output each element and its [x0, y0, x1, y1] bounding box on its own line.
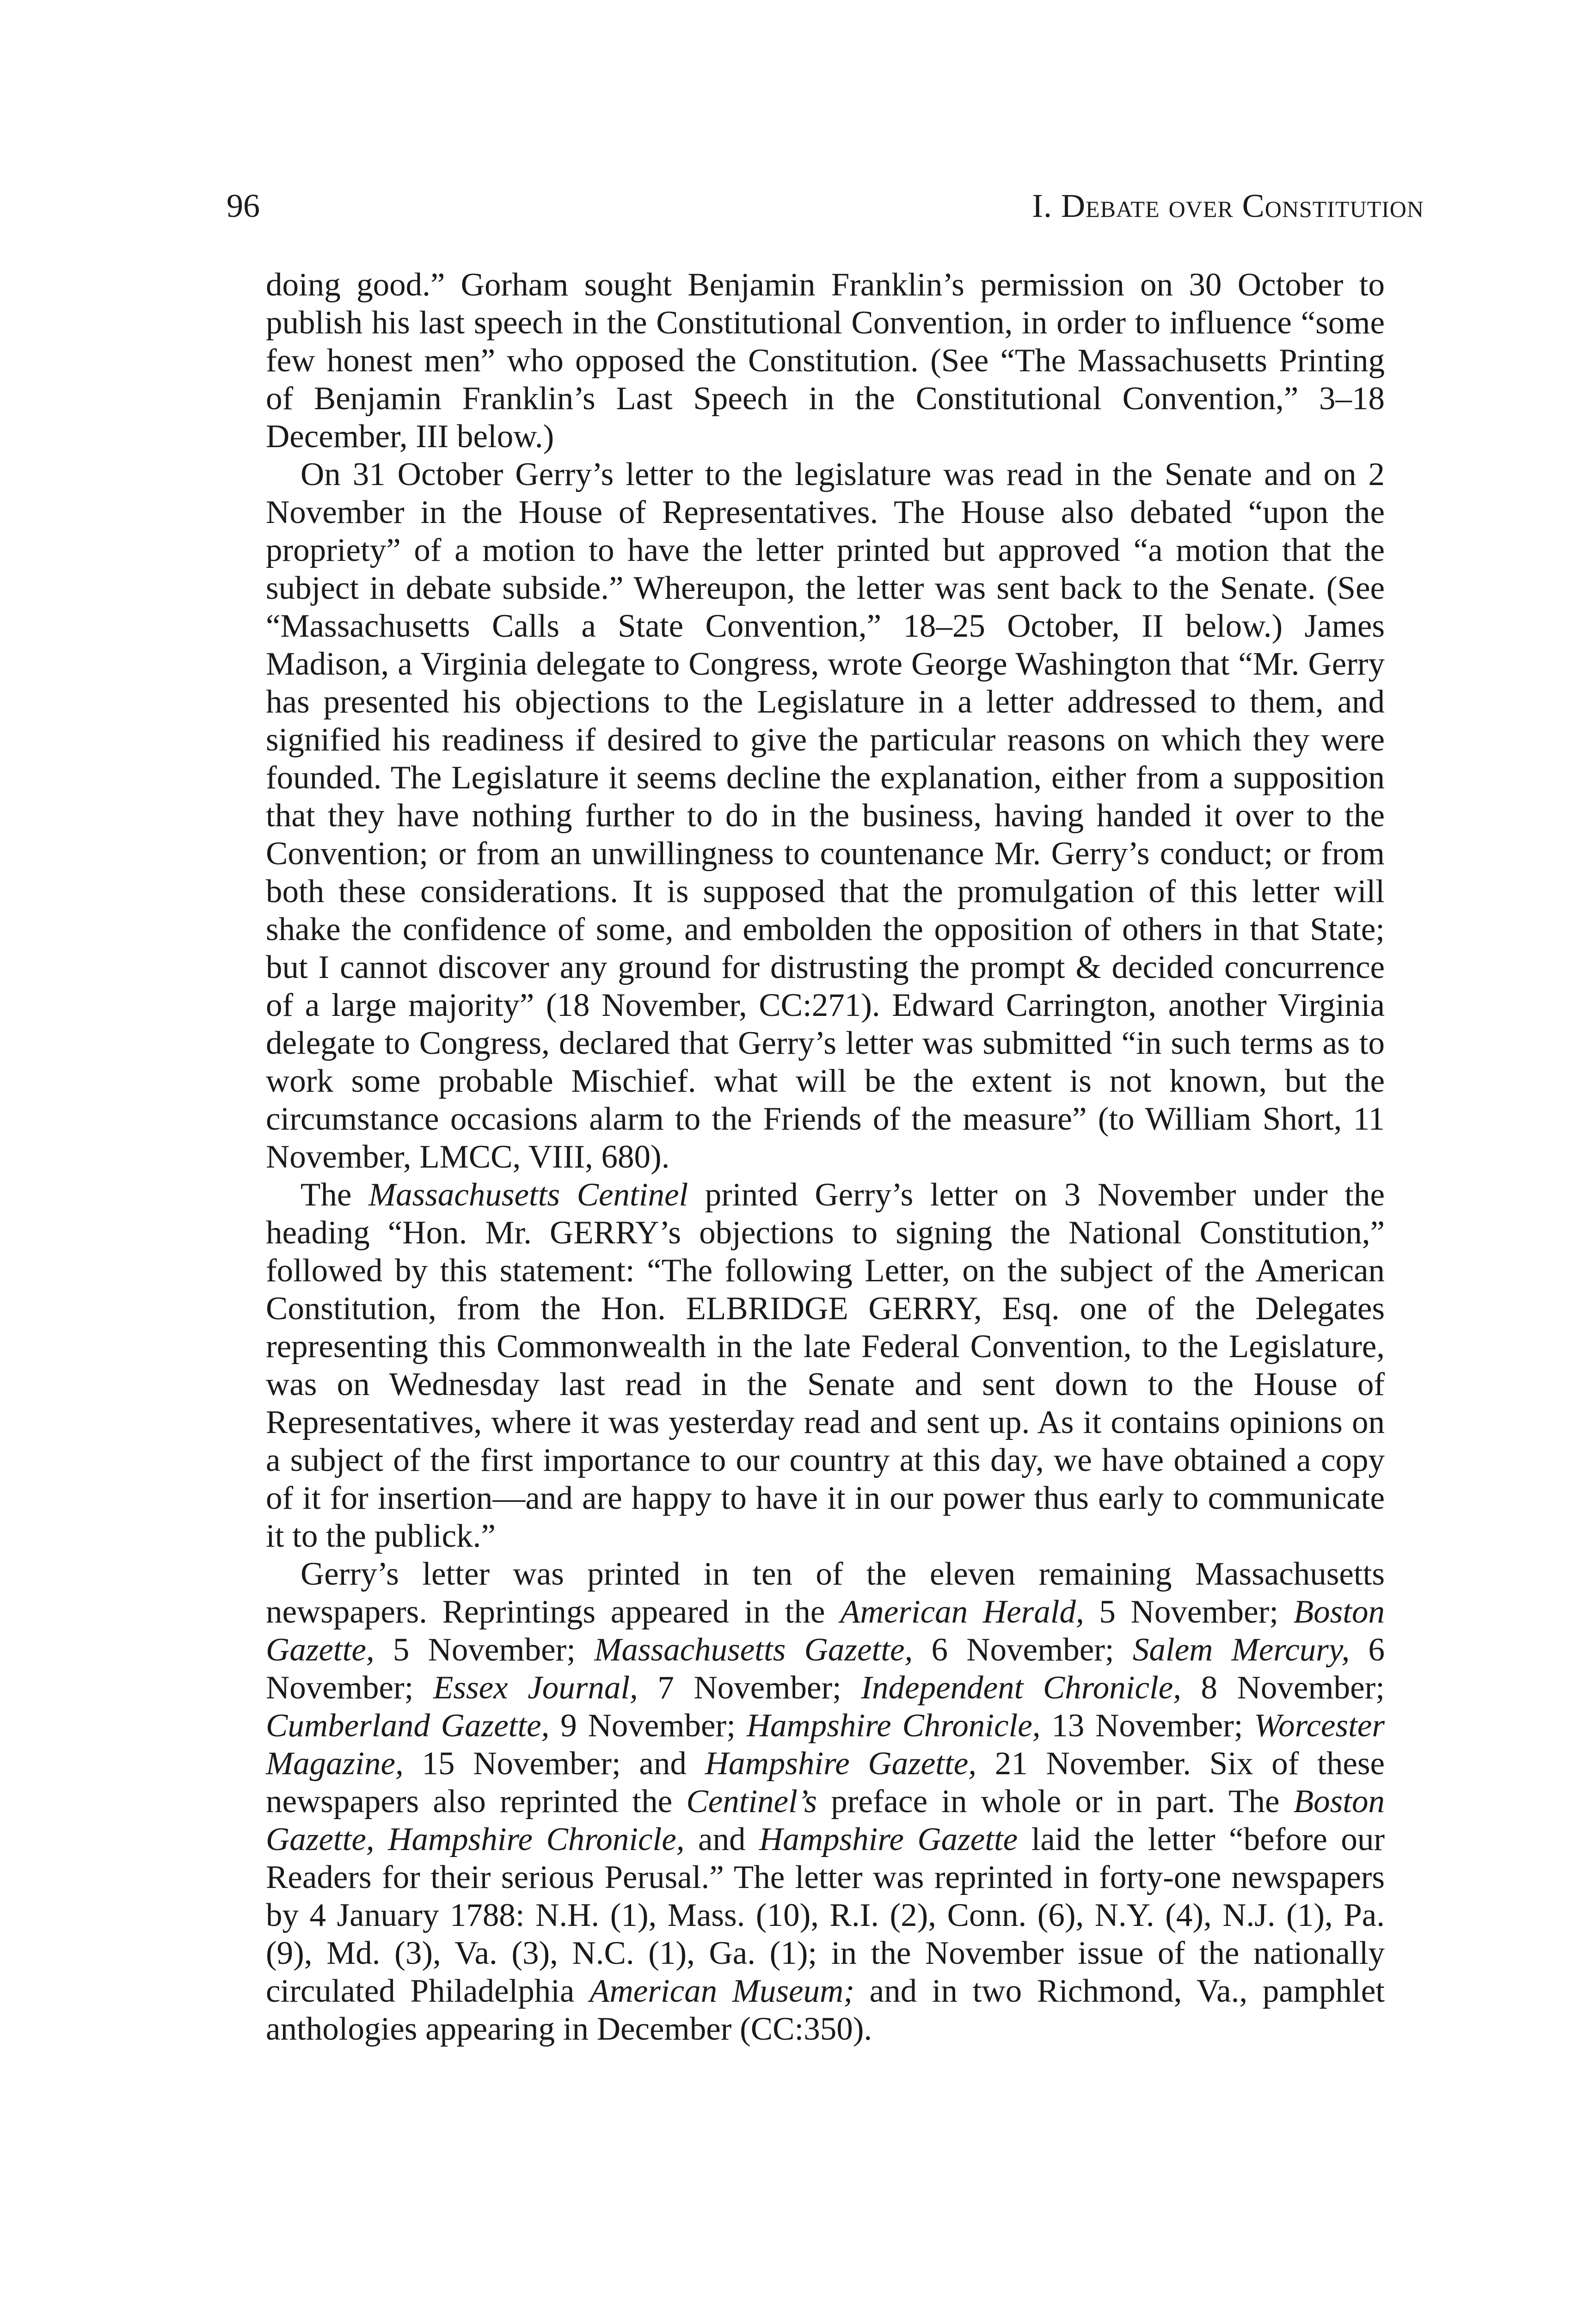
italic-title: Cumberland Gazette,: [266, 1708, 550, 1744]
italic-title: Hampshire Gazette: [759, 1821, 1018, 1857]
paragraph: [266, 455, 1385, 1176]
paragraph-text: 6 November;: [266, 1632, 1385, 1706]
paragraph-text: preface in whole or in part. The: [817, 1783, 1294, 1820]
paragraph-text: Gerry’s letter was printed in ten of the eleven remaining Massachusetts newspapers. Reprintings appeared in the: [266, 1556, 1385, 1630]
paragraph-text: 7 November;: [638, 1670, 861, 1706]
paragraph-text: 5 November;: [374, 1632, 595, 1668]
italic-title: Essex Journal,: [433, 1670, 638, 1706]
paragraph: [266, 1555, 1385, 2048]
paragraph-text: doing good.” Gorham sought Benjamin Franklin’s permission on 30 October to publish his last speech in the Constitutional Convention, in order to influence “some few honest men” who opposed the Constitution. (See “The Massachusetts Printing of Benjamin Franklin’s Last Speech in the Constitutional Convention,” 3–18 December, III below.): [266, 267, 1385, 455]
running-head: [227, 178, 1424, 234]
italic-title: Massachusetts Centinel: [368, 1177, 688, 1213]
italic-title: Independent Chronicle,: [861, 1670, 1181, 1706]
italic-title: Boston Gazette,: [266, 1594, 1385, 1668]
italic-title: Boston Gazette, Hampshire Chronicle,: [266, 1783, 1385, 1857]
paragraph-text: 21 November. Six of these newspapers also reprinted the: [266, 1746, 1385, 1820]
italic-title: Salem Mercury,: [1132, 1632, 1350, 1668]
italic-title: Worcester Magazine,: [266, 1708, 1385, 1782]
paragraph: [266, 1176, 1385, 1555]
paragraph-text: 15 November; and: [403, 1746, 705, 1782]
paragraph-text: The: [301, 1177, 368, 1213]
paragraph-text: printed Gerry’s letter on 3 November under the heading “Hon. Mr. GERRY’s objections to signing the National Constitution,” followed by this statement: “The following Letter, on the subject of the American Constitution, from the Hon. ELBRIDGE GERRY, Esq. one of the Delegates representing this Commonwealth in the late Federal Convention, to the Legislature, was on Wednesday last read in the Senate and sent down to the House of Representatives, where it was yesterday read and sent up. As it contains opinions on a subject of the first importance to our country at this day, we have obtained a copy of it for insertion—and are happy to have it in our power thus early to communicate it to the publick.”: [266, 1177, 1385, 1554]
paragraph-text: and: [684, 1821, 759, 1857]
italic-title: Hampshire Chronicle,: [746, 1708, 1041, 1744]
italic-title: Hampshire Gazette,: [705, 1746, 976, 1782]
paragraph-text: On 31 October Gerry’s letter to the legislature was read in the Senate and on 2 November in the House of Representatives. The House also debated “upon the propriety” of a motion to have the letter printed but approved “a motion that the subject in debate subside.” Whereupon, the letter was sent back to the Senate. (See “Massachusetts Calls a State Convention,” 18–25 October, II below.) James Madison, a Virginia delegate to Congress, wrote George Washington that “Mr. Gerry has presented his objections to the Legislature in a letter addressed to them, and signified his readiness if desired to give the particular reasons on which they were founded. The Legislature it seems decline the explanation, either from a supposition that they have nothing further to do in the business, having handed it over to the Convention; or from an unwillingness to countenance Mr. Gerry’s conduct; or from both these considerations. It is supposed that the promulgation of this letter will shake the confidence of some, and embolden the opposition of others in that State; but I cannot discover any ground for distrusting the prompt & decided concurrence of a large majority” (18 November, CC:271). Edward Carrington, another Virginia delegate to Congress, declared that Gerry’s letter was submitted “in such terms as to work some probable Mischief. what will be the extent is not known, but the circumstance occasions alarm to the Friends of the measure” (to William Short, 11 November, LMCC, VIII, 680).: [266, 456, 1385, 1175]
paragraph-text: laid the letter “before our Readers for their serious Perusal.” The letter was reprinted in forty-one newspapers by 4 January 1788: N.H. (1), Mass. (10), R.I. (2), Conn. (6), N.Y. (4), N.J. (1), Pa. (9), Md. (3), Va. (3), N.C. (1), Ga. (1); in the November issue of the nationally circulated Philadelphia: [266, 1821, 1385, 2009]
body-text: [266, 266, 1385, 2048]
paragraph-text: 9 November;: [549, 1708, 747, 1744]
italic-title: Centinel’s: [686, 1783, 817, 1820]
page-number: 96: [227, 187, 260, 224]
paragraph-text: 13 November;: [1040, 1708, 1254, 1744]
italic-title: American Museum;: [589, 1973, 854, 2009]
italic-title: Massachusetts Gazette,: [594, 1632, 913, 1668]
paragraph-text: 5 November;: [1084, 1594, 1294, 1630]
running-title: I. Debate over Constitution: [1032, 187, 1424, 224]
paragraph-text: 8 November;: [1181, 1670, 1385, 1706]
paragraph: [266, 266, 1385, 455]
italic-title: American Herald,: [840, 1594, 1084, 1630]
paragraph-text: 6 November;: [913, 1632, 1133, 1668]
paragraph-text: and in two Richmond, Va., pamphlet anthologies appearing in December (CC:350).: [266, 1973, 1385, 2047]
